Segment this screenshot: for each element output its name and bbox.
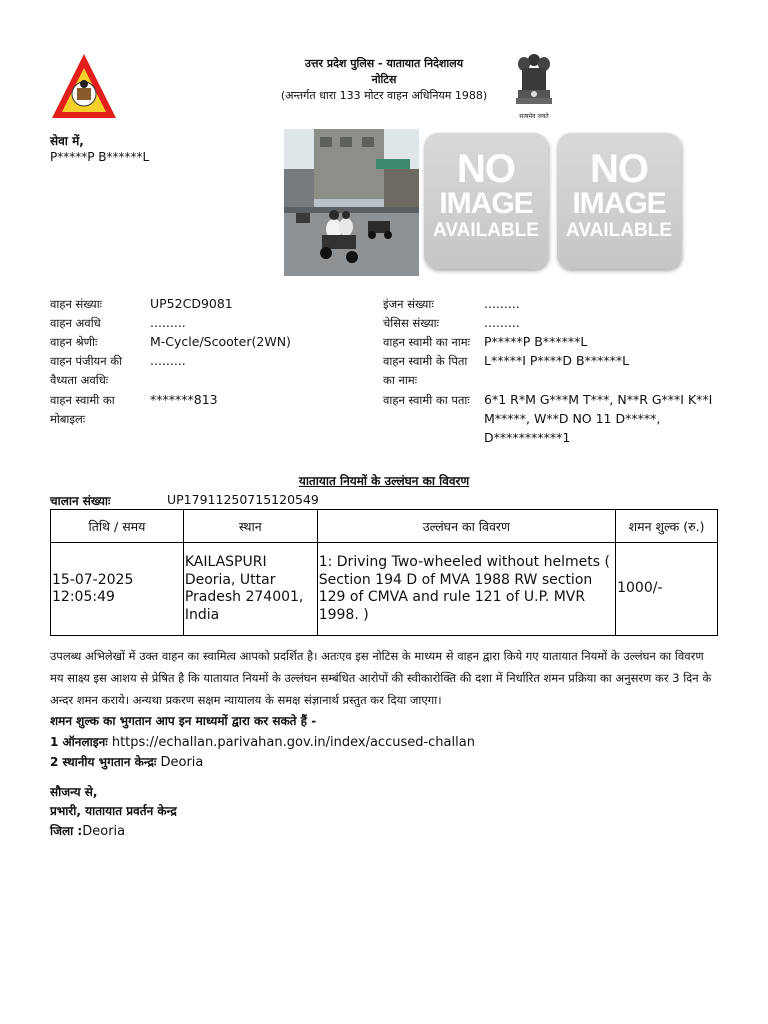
placeholder-line1: NO: [590, 147, 648, 191]
challan-number-value: UP17911250715120549: [167, 492, 319, 507]
table-header-row: [51, 510, 718, 543]
no-image-placeholder: [424, 133, 548, 269]
violation-fine: 1000/-: [616, 543, 718, 636]
owner-address-label: वाहन स्वामी का पताः: [383, 393, 470, 407]
owner-address-line3: D***********1: [484, 430, 571, 445]
traffic-directorate-logo: [50, 52, 118, 122]
violation-table: [50, 509, 718, 636]
violation-time: 12:05:49: [52, 589, 115, 605]
placeholder-line2: IMAGE: [572, 187, 666, 220]
courtesy-label: सौजन्य से,: [50, 785, 98, 799]
placeholder-line2: IMAGE: [439, 187, 533, 220]
payment-online-link[interactable]: https://echallan.parivahan.gov.in/index/accused-challan: [111, 735, 475, 750]
notice-body-text: उपलब्ध अभिलेखों में उक्त वाहन का स्वामित्व आपको प्रदर्शित है। अतःएव इस नोटिस के माध्यम से वाहन द्वारा किये गए यातायात नियमों के उल्लंघन का विवरण मय साक्ष्य इस आशय से प्रेषित है कि यातायात नियमों के उल्लंघन सम्बंधित आरोपों की स्वीकारोक्ति की दशा में निर्धारित शमन प्रक्रिया का अनुसरण कर 3 दिन के अन्दर शमन कराये। अन्यथा प्रकरण सक्षम न्यायालय के समक्ष संज्ञानार्थ प्रस्तुत कर दिया जाएगा।: [50, 649, 712, 707]
district-line: [50, 822, 125, 839]
challan-number-label: चालान संख्याः: [50, 494, 111, 508]
placeholder-line3: AVAILABLE: [433, 220, 539, 241]
payment-local-label: 2 स्थानीय भुगतान केन्द्रः: [50, 755, 157, 769]
owner-mobile-label: वाहन स्वामी का: [50, 393, 115, 407]
column-header-fine: शमन शुल्क (रु.): [616, 510, 718, 543]
violation-place: KAILASPURI Deoria, Uttar Pradesh 274001, India: [183, 543, 317, 636]
placeholder-line3: AVAILABLE: [566, 220, 672, 241]
column-header-description: उल्लंघन का विवरण: [317, 510, 615, 543]
vehicle-class-value: M-Cycle/Scooter(2WN): [150, 334, 291, 349]
payment-online-label: 1 ऑनलाइनः: [50, 735, 108, 749]
owner-mobile-value: *******813: [150, 392, 218, 407]
owner-name-label: वाहन स्वामी का नामः: [383, 335, 470, 349]
chassis-number-label: चेसिस संख्याः: [383, 316, 439, 330]
engine-number-label: इंजन संख्याः: [383, 297, 434, 311]
notice-heading: नोटिस: [371, 73, 397, 86]
table-row: [51, 543, 718, 636]
recipient-label: सेवा में,: [50, 134, 84, 148]
payment-title: शमन शुल्क का भुगतान आप इन माध्यमों द्वारा कर सकते हैं -: [50, 714, 317, 728]
owner-address-line1: 6*1 R*M G***M T***, N**R G***I K**I: [484, 392, 713, 407]
national-emblem-icon: [512, 50, 556, 122]
evidence-photo: [284, 129, 419, 276]
owner-mobile-label-2: मोबाइलः: [50, 412, 86, 426]
vehicle-number-label: वाहन संख्याः: [50, 297, 102, 311]
violation-description: 1: Driving Two-wheeled without helmets ( Section 194 D of MVA 1988 RW section 129 of CMVA and rule 121 of U.P. MVR 1998. ): [317, 543, 615, 636]
owner-father-label: वाहन स्वामी के पिता: [383, 354, 468, 368]
registration-validity-label: वाहन पंजीयन की: [50, 354, 123, 368]
emblem-motto: सत्यमेव जयते: [519, 113, 549, 120]
payment-online-line: [50, 733, 475, 750]
issuing-office: प्रभारी, यातायात प्रवर्तन केन्द्र: [50, 804, 177, 818]
vehicle-class-label: वाहन श्रेणीः: [50, 335, 98, 349]
registration-validity-value: .........: [150, 353, 186, 368]
no-image-placeholder: [557, 133, 681, 269]
column-header-place: स्थान: [183, 510, 317, 543]
recipient-name: P*****P B******L: [50, 150, 150, 164]
engine-number-value: .........: [484, 296, 520, 311]
chassis-number-value: .........: [484, 315, 520, 330]
owner-address-line2: M*****, W**D NO 11 D*****,: [484, 411, 661, 426]
vehicle-period-value: .........: [150, 315, 186, 330]
payment-local-value: Deoria: [160, 755, 204, 770]
vehicle-period-label: वाहन अवधि: [50, 316, 101, 330]
placeholder-line1: NO: [457, 147, 515, 191]
violation-section-title: यातायात नियमों के उल्लंघन का विवरण: [298, 474, 470, 488]
district-label: जिला :: [50, 824, 83, 838]
vehicle-number-value: UP52CD9081: [150, 296, 233, 311]
owner-name-value: P*****P B******L: [484, 334, 588, 349]
owner-father-value: L*****I P****D B******L: [484, 353, 630, 368]
violation-datetime-cell: [51, 543, 184, 636]
owner-father-label-2: का नामः: [383, 373, 418, 387]
notice-department-title: उत्तर प्रदेश पुलिस - यातायात निदेशालय: [304, 57, 464, 70]
payment-local-line: [50, 753, 203, 770]
notice-act-reference: (अन्तर्गत धारा 133 मोटर वाहन अधिनियम 1988): [280, 89, 488, 102]
violation-date: 15-07-2025: [52, 571, 134, 588]
district-value: Deoria: [82, 824, 126, 839]
registration-validity-label-2: वैध्यता अवधिः: [50, 373, 109, 387]
column-header-datetime: तिथि / समय: [51, 510, 184, 543]
